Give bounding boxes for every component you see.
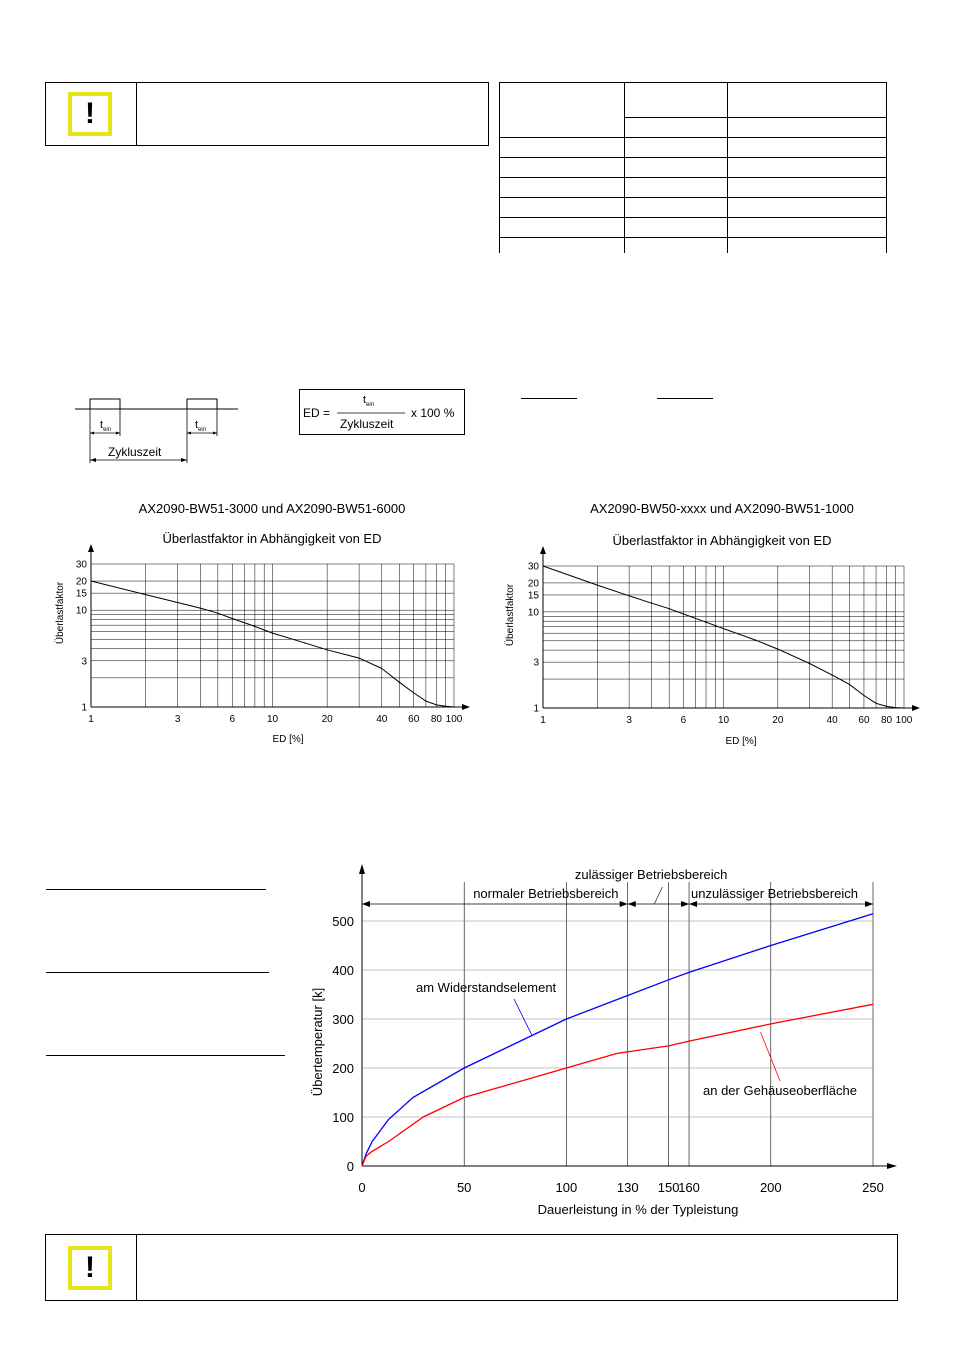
x-tick-label: 160 <box>678 1180 700 1195</box>
underline-rule <box>46 972 269 973</box>
y-tick-label: 0 <box>346 1159 354 1174</box>
data-point <box>849 684 850 685</box>
table-cell <box>500 83 625 138</box>
exclamation-icon: ! <box>68 92 112 136</box>
region-arrow-head <box>689 901 697 907</box>
chart2-subtitle: Überlastfaktor in Abhängigkeit von ED <box>612 533 832 548</box>
data-point <box>683 613 684 614</box>
data-point <box>145 594 146 595</box>
table-row <box>500 83 887 118</box>
duty-cycle-diagram <box>70 390 250 470</box>
data-point <box>327 649 328 650</box>
table-cell <box>625 83 728 118</box>
x-tick-label: 40 <box>376 714 388 725</box>
warning-box-bottom <box>45 1234 898 1301</box>
series-leader-housing <box>761 1032 780 1081</box>
table-cell <box>625 198 728 218</box>
t-on-label-1: $t_{ein}$ <box>100 419 112 433</box>
x-tick-label: 100 <box>555 1180 578 1195</box>
formula-lhs: ED = <box>303 406 331 420</box>
x-tick-label: 100 <box>445 714 463 725</box>
x-axis-arrow <box>887 1163 897 1169</box>
overload-chart-2 <box>488 495 934 750</box>
table-cell <box>500 138 625 158</box>
x-tick-label: 3 <box>626 715 632 726</box>
data-point <box>272 632 273 633</box>
chart1-subtitle: Überlastfaktor in Abhängigkeit von ED <box>162 531 382 546</box>
x-tick-label: 150 <box>657 1180 680 1195</box>
data-point <box>542 565 543 566</box>
table-row <box>500 198 887 218</box>
series-label-housing: an der Gehäuseoberfläche <box>703 1083 857 1098</box>
y-tick-label: 1 <box>533 703 539 715</box>
chart2-title: AX2090-BW50-xxxx und AX2090-BW51-1000 <box>590 501 854 516</box>
table-cell <box>500 218 625 238</box>
data-point <box>304 642 305 643</box>
data-point <box>886 706 887 707</box>
region-leader <box>654 887 662 904</box>
data-point <box>863 695 864 696</box>
series-leader-resistor <box>514 999 532 1035</box>
y-tick-label: 10 <box>75 605 87 617</box>
data-point <box>445 706 446 707</box>
temperature-chart <box>300 860 900 1225</box>
warning-icon-cell <box>46 83 137 145</box>
data-point <box>358 657 359 658</box>
table-cell <box>625 238 728 254</box>
table-cell <box>728 178 887 198</box>
cycle-time-label: Zykluszeit <box>108 445 162 459</box>
data-point <box>809 663 810 664</box>
series-label-resistor: am Widerstandselement <box>416 980 557 995</box>
underline-rule <box>657 398 713 399</box>
table-cell <box>625 178 728 198</box>
chart1-xlabel: ED [%] <box>272 734 304 745</box>
y-axis-arrow <box>540 546 546 554</box>
data-point <box>629 595 630 596</box>
data-point <box>232 618 233 619</box>
x-tick-label: 20 <box>772 715 784 726</box>
table-cell <box>728 198 887 218</box>
region-arrow-head <box>628 901 636 907</box>
chart3-xlabel: Dauerleistung in % der Typleistung <box>537 1202 739 1217</box>
x-tick-label: 80 <box>880 715 893 726</box>
region-arrow-head <box>681 901 689 907</box>
table-row <box>500 178 887 198</box>
data-point <box>777 648 778 649</box>
y-tick-label: 400 <box>332 963 354 978</box>
chart2-ylabel: Überlastfaktor <box>505 583 516 647</box>
x-tick-label: 3 <box>174 714 181 725</box>
data-point <box>436 704 437 705</box>
data-point <box>705 622 706 623</box>
y-tick-label: 30 <box>75 559 87 571</box>
data-point <box>651 603 652 604</box>
data-point <box>597 584 598 585</box>
y-tick-label: 100 <box>332 1110 354 1125</box>
y-tick-label: 20 <box>527 578 539 590</box>
table-cell <box>728 218 887 238</box>
region-label-allowed: zulässiger Betriebsbereich <box>574 867 728 882</box>
x-tick-label: 20 <box>321 714 333 725</box>
exclamation-icon: ! <box>68 1246 112 1290</box>
data-point <box>453 706 454 707</box>
data-point <box>399 682 400 683</box>
data-point <box>895 707 896 708</box>
data-point <box>755 639 756 640</box>
overload-chart-1 <box>40 495 480 750</box>
data-point <box>217 613 218 614</box>
table-cell <box>625 118 728 138</box>
data-point <box>669 608 670 609</box>
chart1-title: AX2090-BW51-3000 und AX2090-BW51-6000 <box>138 501 406 516</box>
y-tick-label: 200 <box>332 1061 354 1076</box>
y-tick-label: 3 <box>533 657 539 669</box>
warning-box-top <box>45 82 489 146</box>
x-tick-label: 80 <box>430 714 442 725</box>
y-tick-label: 500 <box>332 914 354 929</box>
table-cell <box>625 158 728 178</box>
region-arrow-head <box>362 901 370 907</box>
table-cell <box>728 118 887 138</box>
y-tick-label: 15 <box>527 590 539 602</box>
x-axis-arrow <box>912 705 920 711</box>
region-label-forbidden: unzulässiger Betriebsbereich <box>691 886 858 901</box>
table-cell <box>500 158 625 178</box>
chart1-ylabel: Überlastfaktor <box>55 581 66 645</box>
table-cell <box>625 218 728 238</box>
underline-rule <box>46 889 266 890</box>
x-tick-label: 200 <box>759 1180 782 1195</box>
table-cell <box>728 158 887 178</box>
y-axis-arrow <box>359 864 365 874</box>
chart3-ylabel: Übertemperatur [k] <box>310 987 325 1097</box>
y-tick-label: 300 <box>332 1012 354 1027</box>
table-row <box>500 238 887 254</box>
y-tick-label: 30 <box>527 561 539 573</box>
region-arrow-head <box>865 901 873 907</box>
table-cell <box>728 83 887 118</box>
data-point <box>875 703 876 704</box>
x-tick-label: 10 <box>266 714 279 725</box>
region-label-normal: normaler Betriebsbereich <box>473 886 619 901</box>
formula-numerator: $t_{ein}$ <box>363 394 375 408</box>
table-cell <box>500 178 625 198</box>
data-point <box>381 668 382 669</box>
x-tick-label: 6 <box>680 715 687 726</box>
warning-icon-cell <box>46 1235 137 1300</box>
underline-rule <box>46 1055 285 1056</box>
chart2-xlabel: ED [%] <box>725 736 757 747</box>
region-arrow-head <box>620 901 628 907</box>
x-tick-label: 40 <box>826 715 838 726</box>
data-point <box>90 580 91 581</box>
x-tick-label: 60 <box>858 715 870 726</box>
data-point <box>425 701 426 702</box>
formula-rhs: x 100 % <box>411 406 455 420</box>
y-tick-label: 20 <box>75 576 87 588</box>
table-row <box>500 158 887 178</box>
table-row <box>500 138 887 158</box>
x-tick-label: 1 <box>88 714 94 725</box>
x-tick-label: 10 <box>717 715 730 726</box>
y-tick-label: 3 <box>81 656 87 668</box>
x-tick-label: 6 <box>229 714 236 725</box>
x-tick-label: 60 <box>408 714 420 725</box>
y-tick-label: 15 <box>75 588 87 600</box>
table-cell <box>500 238 625 254</box>
table-cell <box>728 138 887 158</box>
x-tick-label: 100 <box>895 715 913 726</box>
data-point <box>413 692 414 693</box>
x-tick-label: 1 <box>540 715 546 726</box>
x-tick-label: 250 <box>862 1180 884 1195</box>
table-cell <box>625 138 728 158</box>
y-axis-arrow <box>88 544 94 552</box>
t-on-label-2: $t_{ein}$ <box>195 419 207 433</box>
resistor-element-curve <box>362 914 873 1166</box>
duty-cycle-formula <box>299 389 465 435</box>
y-tick-label: 1 <box>81 702 87 714</box>
resistor-table <box>499 82 887 253</box>
x-tick-label: 130 <box>616 1180 639 1195</box>
y-tick-label: 10 <box>527 607 539 619</box>
data-point <box>723 628 724 629</box>
data-point <box>254 626 255 627</box>
x-tick-label: 0 <box>358 1180 366 1195</box>
table-cell <box>500 198 625 218</box>
data-point <box>200 608 201 609</box>
x-tick-label: 50 <box>456 1180 472 1195</box>
data-point <box>177 602 178 603</box>
table-cell <box>728 238 887 254</box>
x-axis-arrow <box>462 704 470 710</box>
data-point <box>832 674 833 675</box>
table-row <box>500 218 887 238</box>
formula-denominator: Zykluszeit <box>340 417 394 431</box>
underline-rule <box>521 398 577 399</box>
data-point <box>903 707 904 708</box>
